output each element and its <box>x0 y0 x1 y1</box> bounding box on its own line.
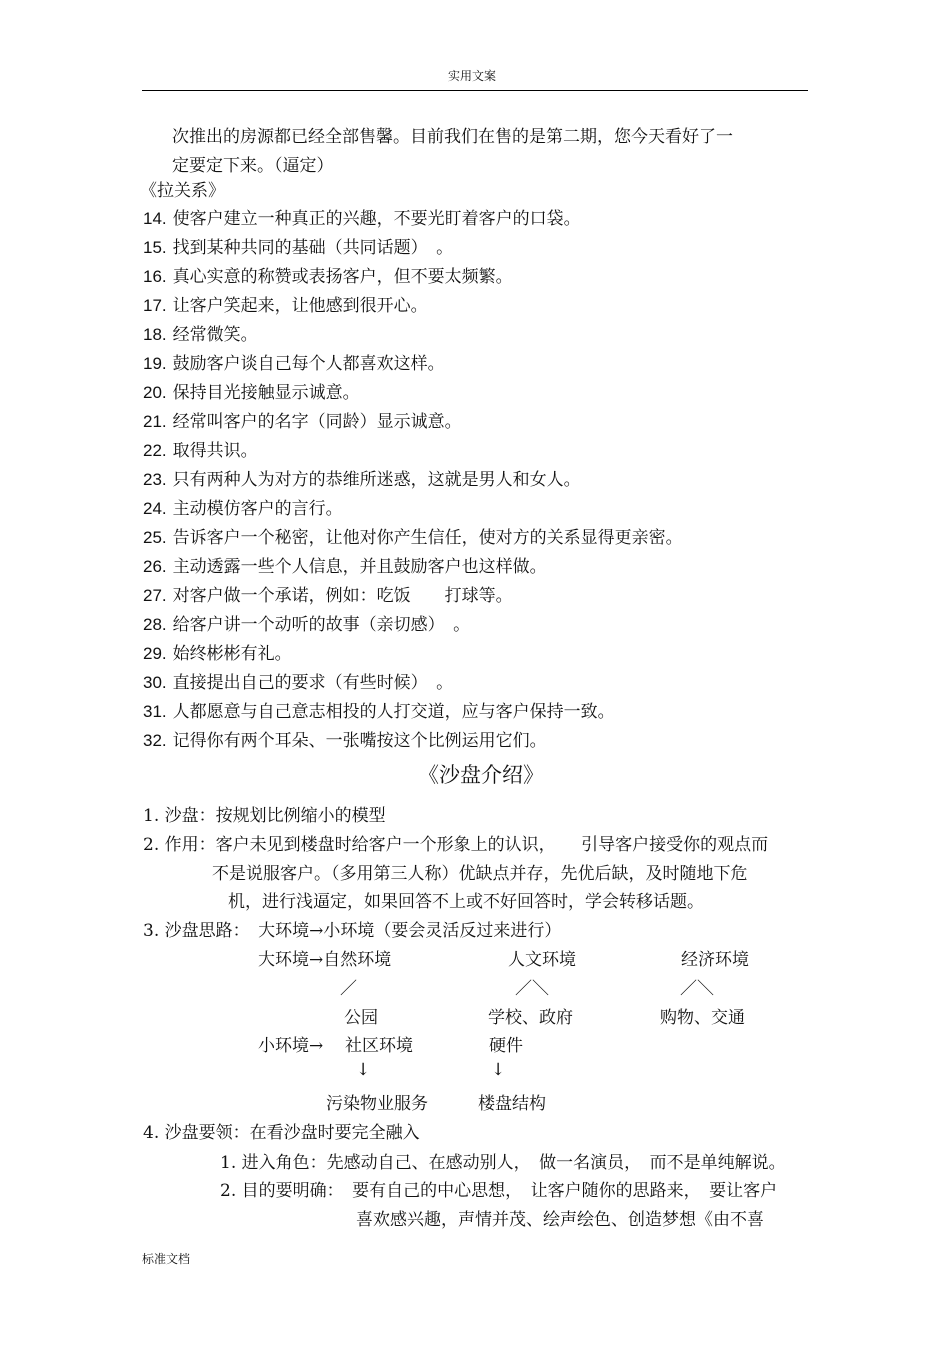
diagram-slash-1: ／ <box>340 979 357 999</box>
list-item-text: 告诉客户一个秘密，让他对你产生信任，使对方的关系显得更亲密。 <box>172 528 683 548</box>
list-item-number: 29. <box>143 644 167 663</box>
list-item-number: 27. <box>143 586 167 605</box>
sand-title: 《沙盘介绍》 <box>418 763 544 787</box>
list-item-number: 26. <box>143 557 167 576</box>
sand-point-3: 3. 沙盘思路： 大环境→小环境（要会灵活反过来进行） <box>143 921 562 941</box>
diagram-big-env: 大环境→自然环境 <box>258 950 392 970</box>
list-item-number: 31. <box>143 702 167 721</box>
list-item-number: 15. <box>143 238 167 257</box>
list-item <box>143 320 258 345</box>
diagram-community: 社区环境 <box>345 1036 413 1056</box>
list-item <box>143 465 581 490</box>
list-item <box>143 610 470 635</box>
list-item-text: 鼓励客户谈自己每个人都喜欢这样。 <box>172 354 445 374</box>
diagram-shopping: 购物、交通 <box>660 1008 745 1028</box>
diagram-hardware: 硬件 <box>489 1036 523 1056</box>
sand-point-2-line-1: 2. 作用：客户未见到楼盘时给客户一个形象上的认识， 引导客户接受你的观点而 <box>143 835 769 855</box>
sand-point-2-line-3: 机，进行浅逼定，如果回答不上或不好回答时，学会转移话题。 <box>228 892 704 912</box>
sand-point-4-1: 1. 进入角色：先感动自己、在感动别人， 做一名演员， 而不是单纯解说。 <box>220 1153 786 1173</box>
list-item-number: 24. <box>143 499 167 518</box>
list-item-text: 主动模仿客户的言行。 <box>172 499 343 519</box>
list-item-number: 23. <box>143 470 167 489</box>
list-item-text: 人都愿意与自己意志相投的人打交道，应与客户保持一致。 <box>172 702 615 722</box>
list-item-text: 主动透露一些个人信息，并且鼓励客户也这样做。 <box>172 557 547 577</box>
page-footer: 标准文档 <box>142 1252 191 1266</box>
diagram-structure: 楼盘结构 <box>478 1094 546 1114</box>
list-item <box>143 204 581 229</box>
list-item-number: 22. <box>143 441 167 460</box>
list-item-text: 给客户讲一个动听的故事（亲切感） 。 <box>172 615 471 635</box>
list-item-number: 19. <box>143 354 167 373</box>
list-item-text: 经常叫客户的名字（同龄）显示诚意。 <box>172 412 462 432</box>
list-item <box>143 291 428 316</box>
sand-point-4: 4. 沙盘要领：在看沙盘时要完全融入 <box>143 1123 420 1143</box>
sand-point-4-2-line-1: 2. 目的要明确： 要有自己的中心思想， 让客户随你的思路来， 要让客户 <box>220 1181 778 1201</box>
diagram-arrow-1: ↓ <box>356 1060 371 1080</box>
list-item-number: 28. <box>143 615 167 634</box>
list-item <box>143 523 683 548</box>
list-item <box>143 349 445 374</box>
sand-point-2-line-2: 不是说服客户。（多用第三人称）优缺点并存，先优后缺，及时随地下危 <box>212 864 748 884</box>
list-item <box>143 262 513 287</box>
diagram-branch-2: ／＼ <box>515 979 549 999</box>
list-item <box>143 233 453 258</box>
list-item-number: 30. <box>143 673 167 692</box>
list-item-text: 经常微笑。 <box>172 325 258 345</box>
list-item-text: 让客户笑起来，让他感到很开心。 <box>172 296 428 316</box>
list-item-text: 取得共识。 <box>172 441 258 461</box>
list-item <box>143 668 453 693</box>
list-item <box>143 407 462 432</box>
list-item <box>143 697 615 722</box>
header-rule <box>142 90 808 91</box>
sand-point-4-2-line-2: 喜欢感兴趣，声情并茂、绘声绘色、创造梦想《由不喜 <box>356 1210 764 1230</box>
list-item-text: 真心实意的称赞或表扬客户，但不要太频繁。 <box>172 267 513 287</box>
list-item-number: 32. <box>143 731 167 750</box>
diagram-small-env: 小环境→ <box>258 1036 324 1056</box>
diagram-pollution: 污染物业服务 <box>326 1094 428 1114</box>
list-item-number: 16. <box>143 267 167 286</box>
list-item-text: 对客户做一个承诺，例如：吃饭 打球等。 <box>172 586 513 606</box>
diagram-arrow-2: ↓ <box>491 1060 506 1080</box>
list-item-text: 保持目光接触显示诚意。 <box>172 383 360 403</box>
list-item-text: 只有两种人为对方的恭维所迷惑，这就是男人和女人。 <box>172 470 581 490</box>
list-item <box>143 639 292 664</box>
list-item-number: 17. <box>143 296 167 315</box>
list-item-text: 记得你有两个耳朵、一张嘴按这个比例运用它们。 <box>172 731 547 751</box>
list-item <box>143 581 513 606</box>
intro-line-1: 次推出的房源都已经全部售馨。目前我们在售的是第二期，您今天看好了一 <box>172 127 733 147</box>
diagram-econ-env: 经济环境 <box>681 950 749 970</box>
list-item-text: 使客户建立一种真正的兴趣，不要光盯着客户的口袋。 <box>172 209 581 229</box>
list-item <box>143 552 547 577</box>
diagram-park: 公园 <box>344 1008 378 1028</box>
list-item <box>143 378 360 403</box>
diagram-branch-3: ／＼ <box>680 979 714 999</box>
list-item-text: 找到某种共同的基础（共同话题） 。 <box>172 238 454 258</box>
list-item <box>143 494 343 519</box>
list-item-text: 直接提出自己的要求（有些时候） 。 <box>172 673 454 693</box>
list-item-number: 21. <box>143 412 167 431</box>
diagram-human-env: 人文环境 <box>508 950 576 970</box>
list-item-text: 始终彬彬有礼。 <box>172 644 292 664</box>
list-item <box>143 436 258 461</box>
list-item <box>143 726 547 751</box>
intro-line-2: 定要定下来。（逼定） <box>172 156 334 176</box>
diagram-school: 学校、政府 <box>488 1008 573 1028</box>
list-item-number: 14. <box>143 209 167 228</box>
list-item-number: 18. <box>143 325 167 344</box>
page-header: 实用文案 <box>448 69 497 83</box>
sand-point-1: 1. 沙盘：按规划比例缩小的模型 <box>143 806 386 826</box>
list-item-number: 25. <box>143 528 167 547</box>
section-label: 《拉关系》 <box>140 181 225 201</box>
list-item-number: 20. <box>143 383 167 402</box>
